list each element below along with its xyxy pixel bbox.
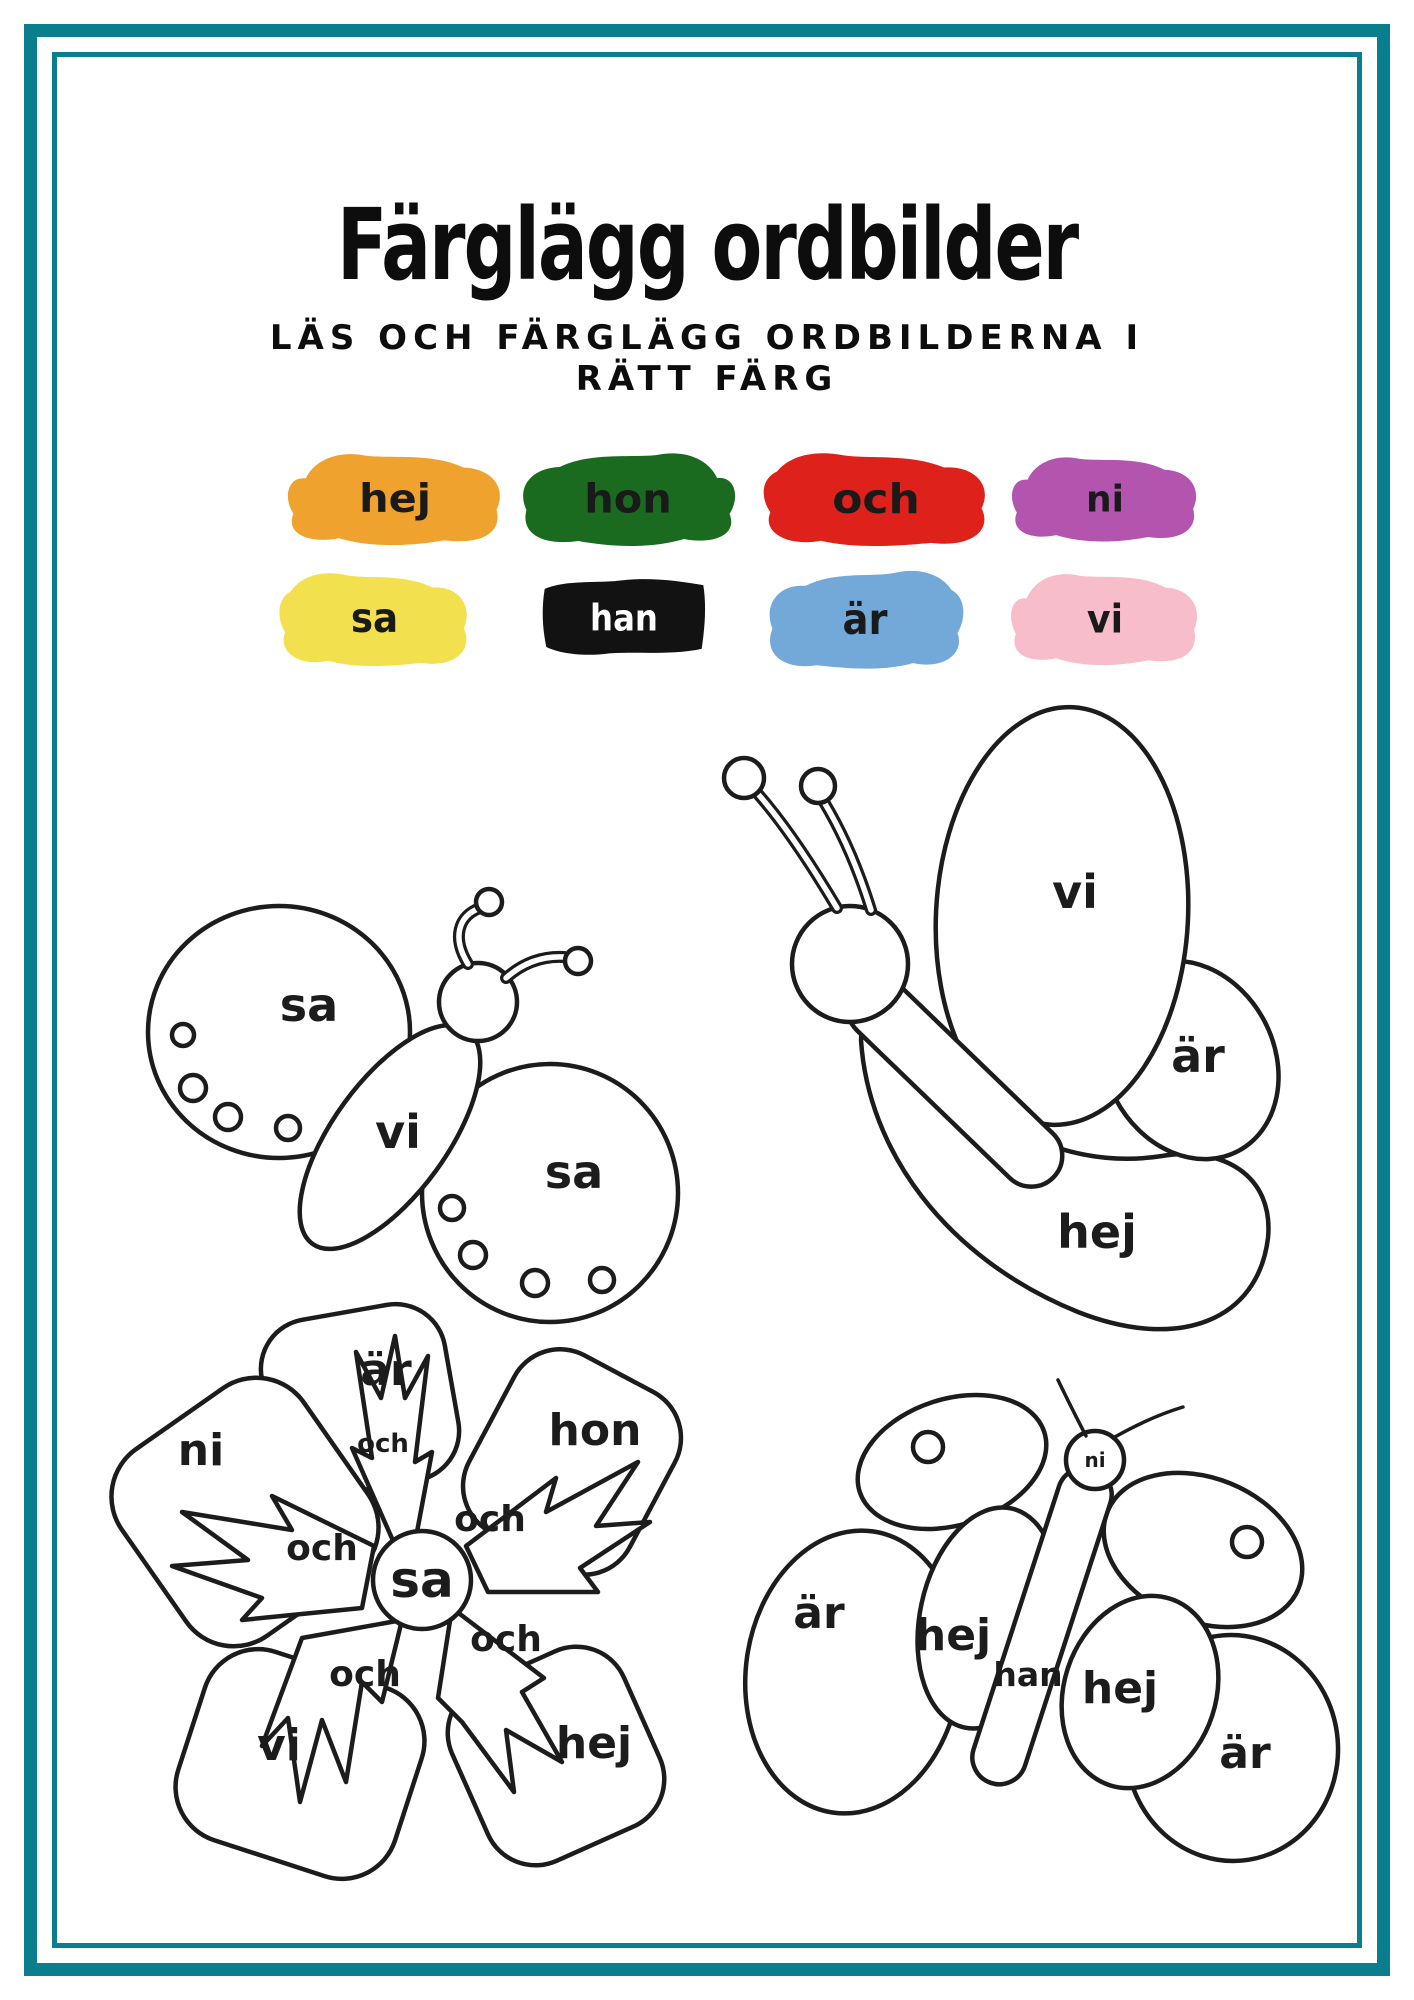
spot-circle — [440, 1196, 464, 1220]
flower-petal-lower-left-label: vi — [257, 1720, 301, 1771]
butterfly-bottom-body-label: han — [993, 1655, 1063, 1694]
subtitle-line-2: RÄTT FÄRG — [575, 358, 839, 399]
spot-circle — [913, 1432, 943, 1462]
spot-circle — [180, 1075, 206, 1101]
antenna — [1113, 1407, 1183, 1438]
flower-sepal-top-label: och — [357, 1429, 409, 1459]
spot-circle — [590, 1268, 614, 1292]
butterfly-bottom-right-inner-wing-label: hej — [1081, 1663, 1159, 1714]
flower-petal-top-label: är — [360, 1345, 412, 1396]
page-title: Färglägg ordbilder — [336, 188, 1078, 304]
spot-circle — [522, 1270, 548, 1296]
subtitle-line-1: LÄS OCH FÄRGLÄGG ORDBILDERNA I — [269, 318, 1145, 358]
flower-sepal-right-label: och — [454, 1499, 526, 1540]
antenna-tip — [801, 769, 835, 803]
spot-circle — [1232, 1527, 1262, 1557]
color-key-word: vi — [1086, 596, 1124, 642]
flower-petal-upper-left-label: ni — [177, 1425, 225, 1476]
color-key-word: och — [832, 475, 920, 523]
antenna-tip — [476, 889, 502, 915]
color-key-word: sa — [350, 595, 399, 643]
ladybug-figure — [148, 889, 678, 1322]
flower-sepal-bottom-right-label: och — [470, 1619, 542, 1660]
flower-sepal-left-label: och — [286, 1528, 358, 1569]
flower-petal-lower-right-label: hej — [555, 1718, 633, 1769]
flower-petal-upper-right-label: hon — [548, 1405, 642, 1456]
antenna-tip — [724, 758, 764, 798]
color-key-word: hej — [359, 476, 431, 522]
butterfly-top-head — [792, 906, 908, 1022]
flower-sepal-bottom-left-label: och — [329, 1654, 401, 1695]
ladybug-body-label: vi — [375, 1105, 421, 1159]
butterfly-bottom-left-inner-wing-label: hej — [914, 1610, 992, 1661]
ladybug-left-wing-label: sa — [279, 978, 339, 1032]
butterfly-top-figure — [724, 701, 1313, 1329]
flower-center-label: sa — [390, 1551, 454, 1609]
antenna-tip — [565, 948, 591, 974]
spot-circle — [215, 1104, 241, 1130]
color-key-word: han — [590, 597, 658, 640]
color-key-word: ni — [1086, 477, 1124, 521]
color-key-word: hon — [584, 475, 672, 523]
butterfly-bottom-left-outer-wing-label: är — [793, 1588, 845, 1639]
butterfly-bottom-figure — [727, 1372, 1347, 1870]
butterfly-top-upper-wing-label: vi — [1052, 865, 1098, 919]
spot-circle — [172, 1024, 194, 1046]
spot-circle — [460, 1242, 486, 1268]
color-key-word: är — [842, 593, 888, 645]
butterfly-top-middle-wing-label: är — [1171, 1029, 1225, 1083]
butterfly-bottom-right-outer-wing-label: är — [1219, 1728, 1271, 1779]
flower-figure — [89, 1296, 700, 1893]
spot-circle — [276, 1116, 300, 1140]
butterfly-top-lower-wing-label: hej — [1057, 1205, 1137, 1259]
butterfly-bottom-head-label: ni — [1084, 1448, 1106, 1472]
antenna — [1058, 1380, 1086, 1436]
ladybug-right-wing-label: sa — [544, 1145, 604, 1199]
